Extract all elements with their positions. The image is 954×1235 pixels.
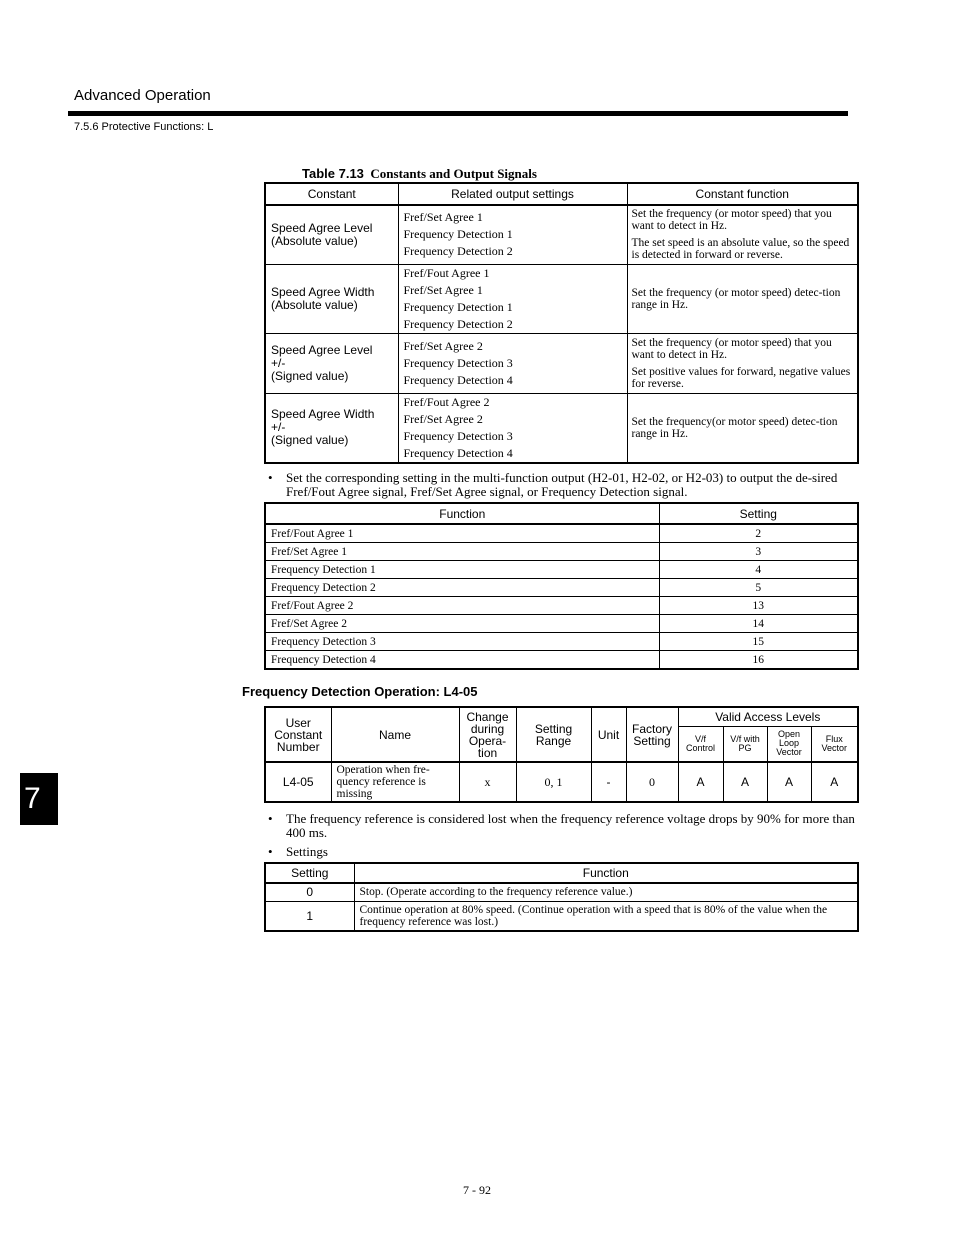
table-row bbox=[265, 393, 858, 463]
table-row: Frequency Detection 2 5 bbox=[265, 579, 858, 597]
outputs-cell: Fref/Set Agree 1 Frequency Detection 1 Frequency Detection 2 bbox=[398, 205, 627, 264]
table-caption-title: Constants and Output Signals bbox=[370, 166, 537, 181]
settings-table bbox=[264, 862, 859, 932]
column-header: Change during Opera-tion bbox=[459, 707, 516, 762]
table-row bbox=[265, 205, 858, 264]
table-row: Fref/Fout Agree 2 13 bbox=[265, 597, 858, 615]
table-header-row bbox=[265, 707, 858, 726]
table-caption bbox=[302, 166, 537, 182]
table-row: Frequency Detection 4 16 bbox=[265, 651, 858, 670]
outputs-cell: Fref/Fout Agree 2 Fref/Set Agree 2 Frequency Detection 3 Frequency Detection 4 bbox=[398, 393, 627, 463]
column-header: Constant function bbox=[627, 183, 858, 205]
section-header-subtitle: 7.5.6 Protective Functions: L bbox=[74, 121, 214, 133]
bullet-text: Settings bbox=[286, 844, 328, 859]
table-header-row bbox=[265, 503, 858, 524]
column-header: V/f Control bbox=[678, 726, 723, 762]
section-heading: Frequency Detection Operation: L4-05 bbox=[242, 684, 478, 699]
function-cell: Set the frequency (or motor speed) that you want to detect in Hz. The set speed is an absolute value, so the speed is detected in forward or reverse. bbox=[627, 205, 858, 264]
column-header: Unit bbox=[591, 707, 626, 762]
column-header: Valid Access Levels bbox=[678, 707, 858, 726]
column-header: Function bbox=[354, 863, 858, 883]
column-header: Flux Vector bbox=[811, 726, 858, 762]
column-header: Factory Setting bbox=[626, 707, 678, 762]
table-header-row bbox=[265, 863, 858, 883]
table-row: 1 Continue operation at 80% speed. (Continue operation with a speed that is 80% of the value when the frequency reference was lost.) bbox=[265, 901, 858, 931]
bullet-item bbox=[268, 471, 858, 499]
column-header: Setting Range bbox=[516, 707, 591, 762]
bullet-text: Set the corresponding setting in the multi-function output (H2-01, H2-02, or H2-03) to output the de-sired Fref/Fout Agree signal, Fref/Set Agree signal, or Frequency Detection signal. bbox=[286, 470, 838, 499]
table-caption-label: Table 7.13 bbox=[302, 166, 364, 181]
column-header: Setting bbox=[659, 503, 858, 524]
table-row bbox=[265, 264, 858, 333]
table-row: Fref/Set Agree 1 3 bbox=[265, 543, 858, 561]
column-header: Open Loop Vector bbox=[767, 726, 811, 762]
outputs-cell: Fref/Fout Agree 1 Fref/Set Agree 1 Frequency Detection 1 Frequency Detection 2 bbox=[398, 264, 627, 333]
bullet-dot-icon: • bbox=[268, 470, 273, 485]
table-row: 0 Stop. (Operate according to the frequency reference value.) bbox=[265, 883, 858, 901]
table-row: Frequency Detection 3 15 bbox=[265, 633, 858, 651]
page-number: 7 - 92 bbox=[463, 1183, 491, 1197]
column-header: User Constant Number bbox=[265, 707, 331, 762]
column-header: Setting bbox=[265, 863, 354, 883]
parameter-table bbox=[264, 706, 859, 803]
bullet-item bbox=[268, 845, 858, 859]
function-cell: Set the frequency (or motor speed) that you want to detect in Hz. Set positive values for forward, negative values for reverse. bbox=[627, 333, 858, 393]
bullet-text: The frequency reference is considered lost when the frequency reference voltage drops by 90% for more than 400 ms. bbox=[286, 811, 855, 840]
table-row: Fref/Set Agree 2 14 bbox=[265, 615, 858, 633]
chapter-tab: 7 bbox=[20, 773, 58, 825]
function-cell: Set the frequency(or motor speed) detec-tion range in Hz. bbox=[627, 393, 858, 463]
column-header: Function bbox=[265, 503, 659, 524]
table-header-row bbox=[265, 183, 858, 205]
bullet-item bbox=[268, 812, 858, 840]
table-row: L4-05 Operation when fre-quency reference is missing x 0, 1 - 0 A A A A bbox=[265, 762, 858, 802]
constant-cell: Speed Agree Level +/- (Signed value) bbox=[265, 333, 398, 393]
column-header: V/f with PG bbox=[723, 726, 767, 762]
outputs-cell: Fref/Set Agree 2 Frequency Detection 3 Frequency Detection 4 bbox=[398, 333, 627, 393]
table-row: Fref/Fout Agree 1 2 bbox=[265, 524, 858, 543]
section-header-title: Advanced Operation bbox=[74, 87, 211, 104]
header-rule bbox=[68, 111, 848, 116]
table-row: Frequency Detection 1 4 bbox=[265, 561, 858, 579]
constant-cell: Speed Agree Level (Absolute value) bbox=[265, 205, 398, 264]
column-header: Constant bbox=[265, 183, 398, 205]
function-cell: Set the frequency (or motor speed) detec-tion range in Hz. bbox=[627, 264, 858, 333]
bullet-dot-icon: • bbox=[268, 811, 273, 826]
constants-output-signals-table bbox=[264, 182, 859, 464]
function-setting-table bbox=[264, 502, 859, 670]
table-row bbox=[265, 333, 858, 393]
column-header: Name bbox=[331, 707, 459, 762]
constant-cell: Speed Agree Width +/- (Signed value) bbox=[265, 393, 398, 463]
bullet-dot-icon: • bbox=[268, 844, 273, 859]
constant-cell: Speed Agree Width (Absolute value) bbox=[265, 264, 398, 333]
column-header: Related output settings bbox=[398, 183, 627, 205]
